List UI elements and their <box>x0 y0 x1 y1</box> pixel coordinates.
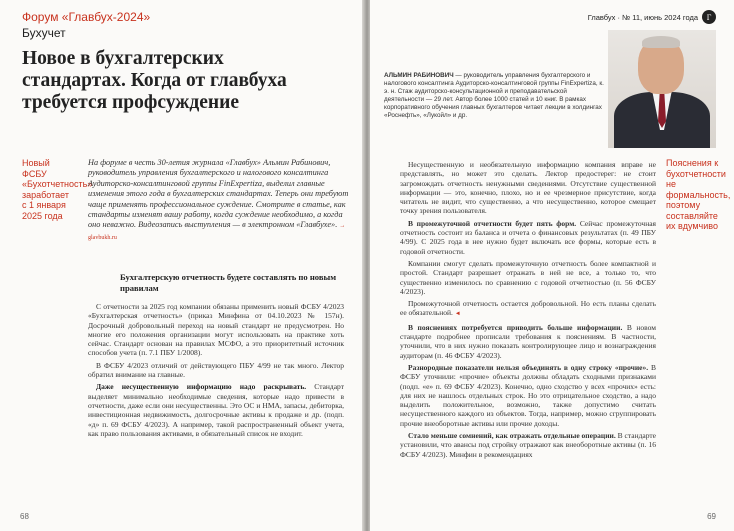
article-lead <box>88 158 350 243</box>
paragraph: В промежуточной отчетности будет пять форм. Сейчас промежуточная отчетность состоит из баланса и отчета о финансовых результатах (п. 49 ПБУ 4/99). С 2025 года в нее нужно будет включать все формы, которые есть в годовой отчетности. <box>400 218 656 256</box>
arrow-icon: ◄ <box>454 311 461 318</box>
paragraph <box>88 382 344 438</box>
issue-header <box>588 10 716 24</box>
forum-label: Форум «Главбух-2024» <box>22 10 151 24</box>
page-number-left: 68 <box>20 512 29 521</box>
right-page <box>370 0 734 531</box>
section-label: Бухучет <box>22 26 66 40</box>
lead-source-link[interactable]: → glavbukh.ru <box>88 223 346 241</box>
speaker-bio-text: — руководитель управления бухгалтерского и налогового консалтинга Аудиторско-консалтинговой группы FinExpertiza, к. э. н. Стаж аудиторско-консультационной и преподавательской деятельности — 29 лет. Автор более 1000 статей и 10 книг. В рамках корпоративного обучения главных бухгалтеров читает лекции в холдингах «Роснефть», «Лукойл» и др. <box>384 72 604 119</box>
page-number-right: 69 <box>707 512 716 521</box>
glavbukh-logo-icon: Г <box>702 10 716 24</box>
paragraph: Компании смогут сделать промежуточную отчетность более компактной и простой. Стандарт разрешает отражать в ней не все, а только то, что существенно изменилось по сравнению с годовой отчетностью (п. 56 ФСБУ 4/2023). <box>400 258 656 296</box>
article-subhead: Бухгалтерскую отчетность будете составлять по новым правилам <box>120 272 337 293</box>
paragraph: В ФСБУ 4/2023 отличий от действующего ПБУ 4/99 не так много. Лектор обратил внимание на главные. <box>88 360 344 380</box>
right-body-text <box>400 160 656 462</box>
left-page <box>0 0 364 531</box>
speaker-photo <box>608 30 716 148</box>
paragraph: Промежуточной отчетность остается добровольной. Но есть планы сделать ее обязательной. ◄ <box>400 299 656 318</box>
paragraph: В пояснениях потребуется приводить больше информации. В новом стандарте подробнее прописали требования к пояснениям. В частности, уточнили, что в них нужно показать контролирующее лицо и вознаграждения аудиторам (п. 46 ФСБУ 4/2023). <box>400 322 656 360</box>
left-body-text <box>88 302 344 441</box>
article-headline: Новое в бухгалтерских стандартах. Когда от главбуха требуется профсуждение <box>22 48 287 113</box>
speaker-name: АЛЬМИН РАБИНОВИЧ <box>384 72 454 79</box>
paragraph: Разнородные показатели нельзя объединять в одну строку «прочие». В ФСБУ уточнили: «прочие» объекты должны обладать сходными признаками (подп. «е» п. 69 ФСБУ 4/2023). Конечно, одно сходство у всех «прочих» есть: для них не нашлось отдельных строк. Но это отрицательное сходство, а надо выделить положительное, возможно, также допустимо считать несущественного каждого из объектов. Тогда, например, можно сгруппировать прочие внеоборотные активы или прочие доходы. <box>400 362 656 428</box>
speaker-bio <box>384 72 606 120</box>
lead-text: На форуме в честь 30-летия журнала «Главбух» Альмин Рабинович, руководитель управления бухгалтерского и налогового консалтинга Аудиторско-консалтинговой группы FinExpertiza, выделил главные изменения этого года в бухгалтерских стандартах. Теперь они требуют чаще применять профессиональное суждение. Смотрите в статье, как стандарты изменят вашу работу, когда суждение необходимо, а когда оно неважно. Видеозапись выступления — в электронном «Главбухе». <box>88 158 349 230</box>
paragraph: Стало меньше сомнений, как отражать отдельные операции. В стандарте установили, что авансы под стройку отражают как внеоборотные активы (п. 16 ФСБУ 4/2023). Минфин в рекомендациях <box>400 431 656 459</box>
right-sidebar-note: Пояснения к бухотчетности не формальность, поэтому составляйте их вдумчиво <box>666 158 731 231</box>
paragraph-text: Стандарт выделяет минимально необходимые сведения, которые надо привести в отчетности, даже если они несущественны. Это ОС и НМА, запасы, дебиторка, инвестиционная недвижимость, долгосрочные активы к продаже и др. (подп. «д» п. 69 ФСБУ 4/2023). А например, такой распространенный объект учета, как право пользования активами, в обязательный список не входит. <box>88 382 344 438</box>
paragraph: С отчетности за 2025 год компании обязаны применить новый ФСБУ 4/2023 «Бухгалтерская отчетность» (приказ Минфина от 04.10.2023 № 157н). Досрочный добровольный переход на новый стандарт не предусмотрен. Но многие его положения организации могут использовать на практике хоть сейчас. Стандарт основан на правилах МСФО, а это приоритетный источник способов учета (п. 7.1 ПБУ 1/2008). <box>88 302 344 358</box>
left-sidebar-note: Новый ФСБУ «Бухотчетность» заработает с 1 января 2025 года <box>22 158 93 221</box>
paragraph-bold-lead: Даже несущественную информацию надо раскрывать. <box>96 382 307 392</box>
issue-label: Главбух · № 11, июнь 2024 года <box>587 12 698 22</box>
paragraph: Несущественную и необязательную информацию компания вправе не представлять, но может это сделать. Лектор предостерег: не стоит загромождать отчетность ненужными сведениями. Отсутствие существенной информации — это, конечно, плохо, но и ее чрезмерное присутствие, когда читатель не видит, что существенно, а что несущественно, которое смещает точку зрения пользователя. <box>400 160 656 216</box>
